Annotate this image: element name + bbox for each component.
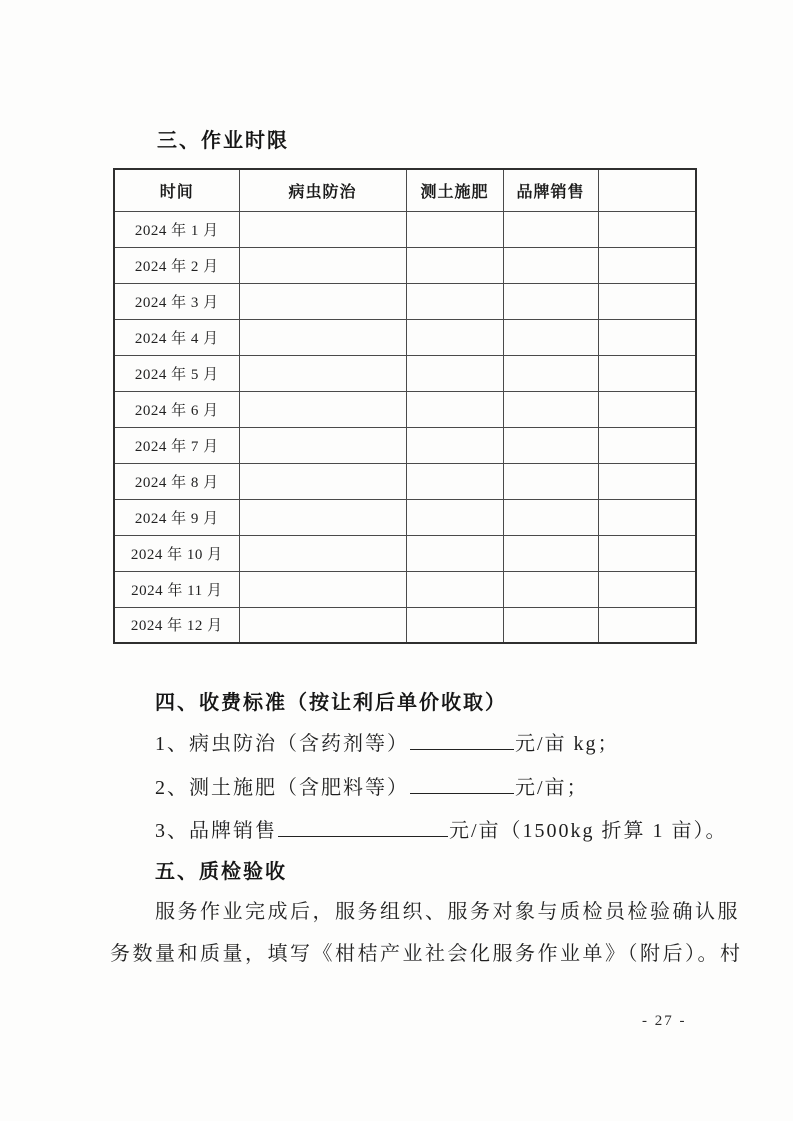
- table-row: [114, 427, 696, 463]
- fill-in-blank: [410, 746, 514, 750]
- empty-cell: [503, 571, 598, 607]
- empty-cell: [503, 247, 598, 283]
- empty-cell: [598, 535, 696, 571]
- empty-cell: [239, 499, 406, 535]
- empty-cell: [239, 319, 406, 355]
- month-cell: 2024 年 9 月: [114, 499, 239, 535]
- fill-in-blank: [410, 790, 514, 794]
- month-cell: 2024 年 5 月: [114, 355, 239, 391]
- empty-cell: [598, 247, 696, 283]
- table-row: [114, 355, 696, 391]
- fee-item: [155, 775, 589, 801]
- empty-cell: [406, 463, 503, 499]
- empty-cell: [406, 427, 503, 463]
- empty-cell: [239, 535, 406, 571]
- table-header-cell-soil-fertilization: 测土施肥: [406, 169, 503, 211]
- empty-cell: [239, 355, 406, 391]
- table-row: [114, 571, 696, 607]
- empty-cell: [598, 427, 696, 463]
- table-row: [114, 211, 696, 247]
- empty-cell: [239, 571, 406, 607]
- empty-cell: [503, 427, 598, 463]
- month-cell: 2024 年 4 月: [114, 319, 239, 355]
- empty-cell: [406, 283, 503, 319]
- table-header-cell-blank: [598, 169, 696, 211]
- month-cell: 2024 年 1 月: [114, 211, 239, 247]
- empty-cell: [239, 427, 406, 463]
- empty-cell: [598, 391, 696, 427]
- table-header-cell-brand-sales: 品牌销售: [503, 169, 598, 211]
- month-cell: 2024 年 8 月: [114, 463, 239, 499]
- empty-cell: [503, 355, 598, 391]
- empty-cell: [406, 535, 503, 571]
- page-number: - 27 -: [642, 1013, 687, 1029]
- fee-item-prefix: 3、品牌销售: [155, 820, 277, 842]
- empty-cell: [239, 391, 406, 427]
- table-row: [114, 283, 696, 319]
- body-paragraph-line: 服务作业完成后，服务组织、服务对象与质检员检验确认服: [155, 901, 740, 923]
- empty-cell: [406, 391, 503, 427]
- schedule-table-container: [113, 168, 697, 644]
- empty-cell: [406, 607, 503, 643]
- empty-cell: [503, 283, 598, 319]
- empty-cell: [239, 283, 406, 319]
- empty-cell: [406, 499, 503, 535]
- table-header-cell-time: 时间: [114, 169, 239, 211]
- section5-title: 五、质检验收: [155, 861, 287, 883]
- body-paragraph-line: 务数量和质量，填写《柑桔产业社会化服务作业单》（附后）。村: [110, 943, 743, 965]
- empty-cell: [598, 499, 696, 535]
- fee-item: [155, 818, 728, 844]
- empty-cell: [503, 499, 598, 535]
- empty-cell: [503, 607, 598, 643]
- empty-cell: [598, 355, 696, 391]
- section3-title: 三、作业时限: [157, 130, 289, 152]
- empty-cell: [239, 211, 406, 247]
- empty-cell: [406, 247, 503, 283]
- schedule-table: [113, 168, 697, 644]
- empty-cell: [239, 247, 406, 283]
- empty-cell: [239, 607, 406, 643]
- empty-cell: [503, 211, 598, 247]
- table-row: [114, 607, 696, 643]
- month-cell: 2024 年 7 月: [114, 427, 239, 463]
- empty-cell: [598, 319, 696, 355]
- empty-cell: [406, 571, 503, 607]
- table-row: [114, 319, 696, 355]
- month-cell: 2024 年 6 月: [114, 391, 239, 427]
- fee-item-prefix: 2、测土施肥（含肥料等）: [155, 777, 409, 799]
- empty-cell: [503, 319, 598, 355]
- table-header-cell-pest-control: 病虫防治: [239, 169, 406, 211]
- empty-cell: [598, 463, 696, 499]
- fee-item: [155, 731, 620, 757]
- empty-cell: [598, 607, 696, 643]
- table-row: [114, 247, 696, 283]
- fee-item-prefix: 1、病虫防治（含药剂等）: [155, 733, 409, 755]
- table-row: [114, 499, 696, 535]
- table-row: [114, 391, 696, 427]
- month-cell: 2024 年 12 月: [114, 607, 239, 643]
- empty-cell: [503, 463, 598, 499]
- schedule-table-body: [114, 211, 696, 643]
- table-row: [114, 535, 696, 571]
- fee-item-suffix: 元/亩（1500kg 折算 1 亩）。: [449, 820, 728, 842]
- month-cell: 2024 年 2 月: [114, 247, 239, 283]
- month-cell: 2024 年 11 月: [114, 571, 239, 607]
- fee-item-suffix: 元/亩 kg；: [515, 733, 620, 755]
- month-cell: 2024 年 10 月: [114, 535, 239, 571]
- table-row: [114, 463, 696, 499]
- empty-cell: [239, 463, 406, 499]
- empty-cell: [406, 355, 503, 391]
- table-header-row: [114, 169, 696, 211]
- section4-title: 四、收费标准（按让利后单价收取）: [155, 692, 507, 714]
- empty-cell: [503, 535, 598, 571]
- empty-cell: [598, 283, 696, 319]
- empty-cell: [598, 211, 696, 247]
- empty-cell: [503, 391, 598, 427]
- empty-cell: [598, 571, 696, 607]
- fee-item-suffix: 元/亩；: [515, 777, 589, 799]
- month-cell: 2024 年 3 月: [114, 283, 239, 319]
- empty-cell: [406, 211, 503, 247]
- empty-cell: [406, 319, 503, 355]
- fill-in-blank: [278, 833, 448, 837]
